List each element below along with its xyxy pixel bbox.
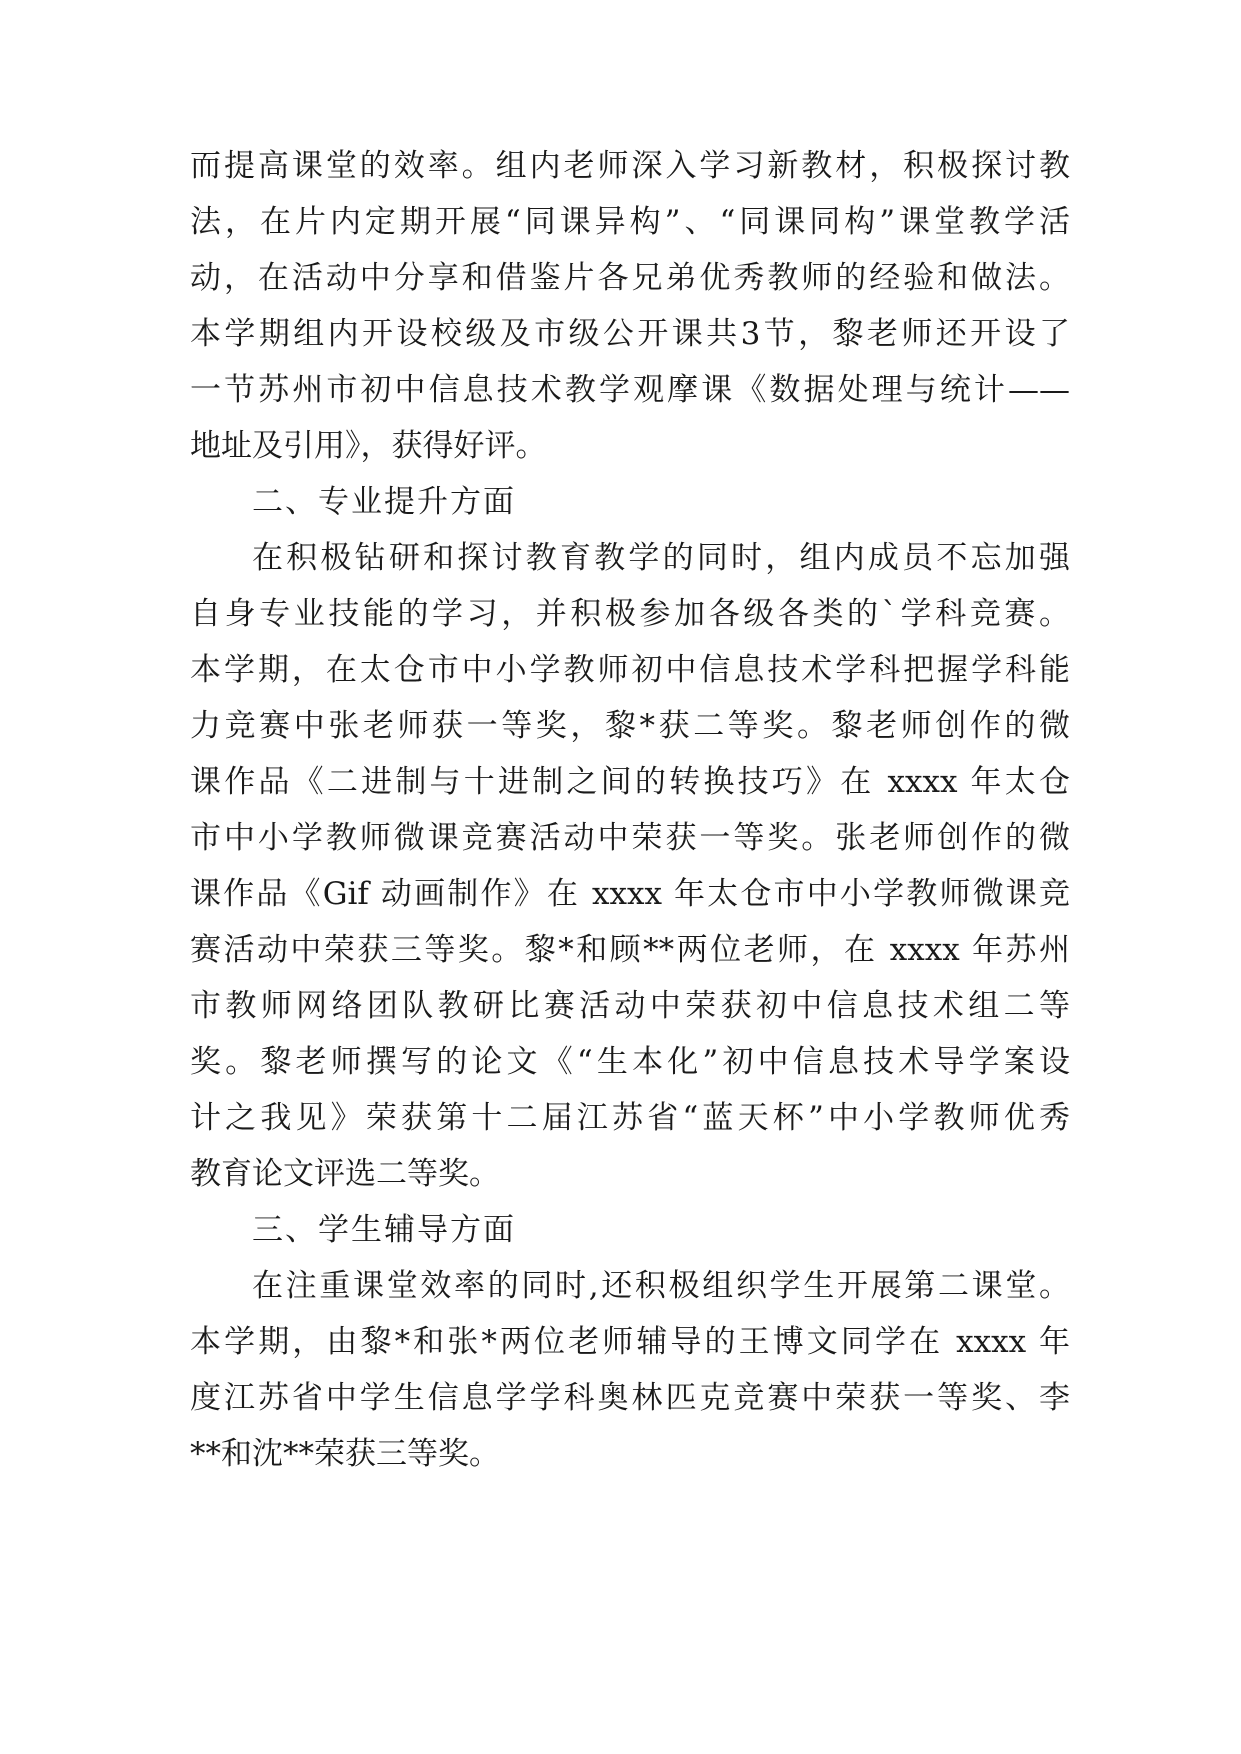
section-heading-2: 二、专业提升方面 bbox=[252, 484, 516, 520]
paragraph-line: 赛活动中荣获三等奖。黎*和顾**两位老师，在 xxxx 年苏州 bbox=[190, 932, 1070, 968]
paragraph-line: 自身专业技能的学习，并积极参加各级各类的`学科竞赛。 bbox=[190, 596, 1070, 632]
paragraph-line: 市教师网络团队教研比赛活动中荣获初中信息技术组二等 bbox=[190, 988, 1070, 1024]
paragraph-line: 课作品《Gif 动画制作》在 xxxx 年太仓市中小学教师微课竞 bbox=[190, 876, 1070, 912]
paragraph-line: 市中小学教师微课竞赛活动中荣获一等奖。张老师创作的微 bbox=[190, 820, 1070, 856]
paragraph-line: 度江苏省中学生信息学学科奥林匹克竞赛中荣获一等奖、李 bbox=[190, 1380, 1070, 1416]
paragraph-line: **和沈**荣获三等奖。 bbox=[190, 1436, 500, 1472]
paragraph-line: 而提高课堂的效率。组内老师深入学习新教材，积极探讨教 bbox=[190, 148, 1070, 184]
paragraph-line: 本学期组内开设校级及市级公开课共3节，黎老师还开设了 bbox=[190, 316, 1070, 352]
section-heading-3: 三、学生辅导方面 bbox=[252, 1212, 516, 1248]
paragraph-line: 奖。黎老师撰写的论文《“生本化”初中信息技术导学案设 bbox=[190, 1044, 1070, 1080]
paragraph-line: 法，在片内定期开展“同课异构”、“同课同构”课堂教学活 bbox=[190, 204, 1070, 240]
paragraph-line: 地址及引用》，获得好评。 bbox=[190, 428, 547, 464]
paragraph-line: 在积极钻研和探讨教育教学的同时，组内成员不忘加强 bbox=[252, 540, 1070, 576]
paragraph-line: 本学期，在太仓市中小学教师初中信息技术学科把握学科能 bbox=[190, 652, 1070, 688]
paragraph-line: 在注重课堂效率的同时,还积极组织学生开展第二课堂。 bbox=[252, 1268, 1070, 1304]
paragraph-line: 课作品《二进制与十进制之间的转换技巧》在 xxxx 年太仓 bbox=[190, 764, 1070, 800]
paragraph-line: 教育论文评选二等奖。 bbox=[190, 1156, 500, 1192]
paragraph-line: 计之我见》荣获第十二届江苏省“蓝天杯”中小学教师优秀 bbox=[190, 1100, 1070, 1136]
paragraph-line: 力竞赛中张老师获一等奖，黎*获二等奖。黎老师创作的微 bbox=[190, 708, 1070, 744]
paragraph-line: 本学期，由黎*和张*两位老师辅导的王博文同学在 xxxx 年 bbox=[190, 1324, 1070, 1360]
paragraph-line: 一节苏州市初中信息技术教学观摩课《数据处理与统计—— bbox=[190, 372, 1070, 408]
paragraph-line: 动，在活动中分享和借鉴片各兄弟优秀教师的经验和做法。 bbox=[190, 260, 1070, 296]
